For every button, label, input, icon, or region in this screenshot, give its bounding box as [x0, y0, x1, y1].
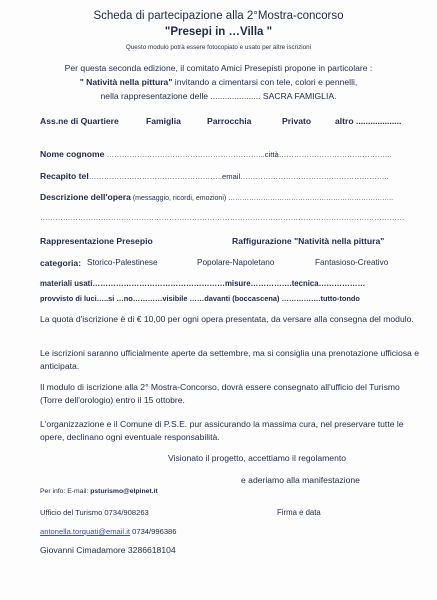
materiali-line[interactable]: materiali usati……………………………………………misure…………….tecnica………………	[40, 279, 366, 288]
form-title: Scheda di partecipazione alla 2°Mostra-concorso	[93, 10, 344, 22]
intro-line-3: nella rappresentazione delle ..................... SACRA FAMIGLIA.	[100, 91, 337, 101]
quota-paragraph: La quota d'iscrizione è di € 10,00 per ogni opera presentata, da versare alla consegna del modulo.	[40, 314, 414, 324]
intro-line-2	[0, 77, 437, 87]
contact-line-2	[40, 527, 176, 536]
intro-line-1: Per questa seconda edizione, il comitato Amici Presepisti propone in particolare :	[64, 63, 373, 73]
nome-dots[interactable]: ……………………………………………………...città……………………………………...	[104, 150, 392, 159]
option-altro[interactable]: altro ...................	[335, 116, 402, 126]
closing-accept: Visionato il progetto, accettiamo il regolamento	[168, 453, 347, 463]
categoria-fantasioso[interactable]: Fantasioso-Creativo	[315, 258, 389, 267]
contact-phone-2: 0734/996386	[130, 527, 177, 536]
categoria-popolare[interactable]: Popolare-Napoletano	[197, 258, 275, 267]
descrizione-field[interactable]	[40, 192, 393, 202]
info-email[interactable]: psturismo@elpinet.it	[90, 488, 158, 495]
rappresentazione-presepio[interactable]: Rappresentazione Presepio	[40, 236, 153, 246]
organizzazione-paragraph: L'organizzazione e il Comune di P.S.E. pur assicurando la massima cura, nel preservare tutte le opere, declinano ogni eventuale responsabilità.	[40, 419, 404, 442]
recapito-dots[interactable]: ……………………………………………..email…………………………………………………..	[88, 172, 389, 181]
photocopy-note: Questo modulo potrà essere fotocopiato e usato per altre iscrizioni	[125, 44, 312, 51]
info-label: Per info: E-mail:	[40, 488, 91, 495]
info-line	[40, 488, 158, 495]
option-privato[interactable]: Privato	[282, 116, 312, 126]
categoria-label: categoria:	[40, 258, 82, 268]
contact-person: Giovanni Cimadamore 3286618104	[40, 545, 176, 555]
option-associazione[interactable]: Ass.ne di Quartiere	[40, 116, 119, 126]
nome-field[interactable]	[40, 149, 391, 159]
descrizione-label: Descrizione dell'opera	[40, 192, 131, 202]
intro-line-2-rest: invitando a cimentarsi con tele, colori e pennelli,	[172, 77, 358, 87]
firma-e-data: Firma e data	[277, 508, 321, 517]
nome-label: Nome cognome	[40, 149, 105, 159]
categoria-storico[interactable]: Storico-Palestinese	[87, 258, 158, 267]
recapito-label: Recapito tel	[40, 171, 89, 181]
theme-title: " Natività nella pittura"	[79, 77, 173, 87]
option-parrocchia[interactable]: Parrocchia	[207, 116, 252, 126]
provvisto-luci-line[interactable]: provvisto di luci…..si …no…………visibile ……davanti (boccascena) …………….tutto-tondo	[40, 294, 360, 303]
raffigurazione-nativita[interactable]: Raffigurazione "Natività nella pittura"	[232, 236, 385, 246]
closing-adhere: e aderiamo alla manifestazione	[241, 475, 360, 485]
descrizione-extra-line[interactable]: ………………………………………………………………………………………………………………………………	[40, 213, 405, 222]
event-title: "Presepi in …Villa "	[164, 26, 273, 38]
descrizione-hint[interactable]: (messaggio, ricordi, emozioni) ……………………………………………………………..	[130, 195, 394, 202]
modulo-paragraph: Il modulo di iscrizione alla 2° Mostra-Concorso, dovrà essere consegnato all'ufficio del Turismo (Torre dell'orologio) entro il 15 ottobre.	[40, 382, 400, 405]
contact-email-link[interactable]: antonella.torquati@email.it	[40, 527, 131, 536]
option-famiglia[interactable]: Famiglia	[146, 116, 181, 126]
iscrizioni-paragraph: Le iscrizioni saranno ufficialmente aperte da settembre, ma si consiglia una prenotazione ufficiosa e anticipata.	[40, 348, 419, 371]
ufficio-turismo-phone: Ufficio del Turismo 0734/908263	[40, 508, 149, 517]
recapito-field[interactable]	[40, 171, 389, 181]
